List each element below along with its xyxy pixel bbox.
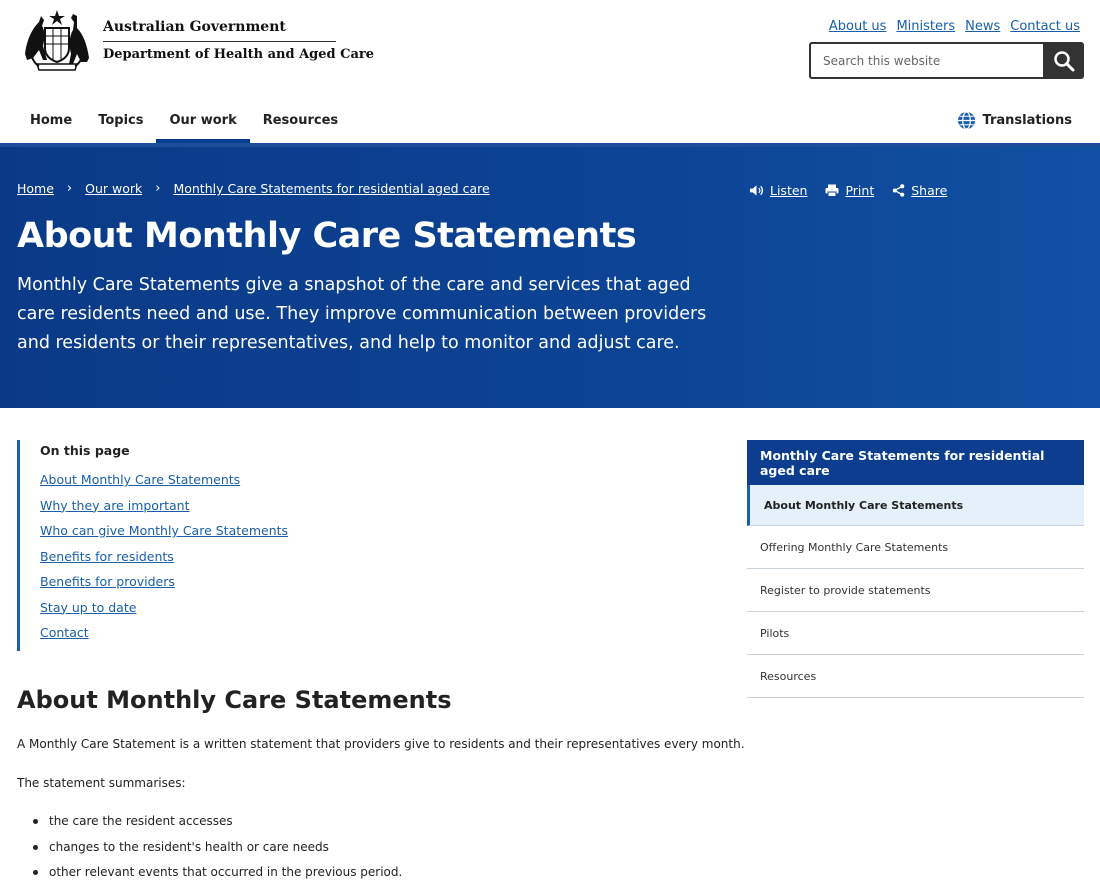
list-item [40,574,437,600]
sidenav-heading[interactable]: Monthly Care Statements for residential aged care [747,440,1084,485]
on-this-page-title: On this page [40,443,130,458]
list-item [40,625,437,651]
utility-links [829,19,1080,34]
list-item [33,814,402,840]
page-intro: Monthly Care Statements give a snapshot of the care and services that aged care residents need and use. They improve communication between providers and residents or their representatives, and help to monitor and adjust care. [17,275,707,353]
otp-link-contact[interactable]: Contact [40,625,89,640]
print-button[interactable] [825,183,874,198]
news-link[interactable]: News [965,19,1001,34]
printer-icon [825,184,839,197]
list-item [33,865,402,891]
page-actions [749,183,947,198]
page-hero [0,143,1100,408]
nav-topics[interactable]: Topics [98,113,144,128]
listen-button[interactable] [749,183,807,198]
sidenav-item-pilots[interactable]: Pilots [747,612,1084,655]
list-item [40,523,437,549]
about-us-link[interactable]: About us [828,19,887,34]
body-paragraph: The statement summarises: [17,776,186,790]
sidenav-item-resources[interactable]: Resources [747,655,1084,698]
breadcrumb-home[interactable]: Home [17,181,54,196]
list-item [40,472,437,498]
on-this-page [17,440,437,651]
search-icon [1053,50,1075,72]
share-icon [892,184,905,197]
otp-link-why[interactable]: Why they are important [40,497,190,513]
breadcrumb-our-work[interactable]: Our work [85,181,143,196]
bullet-icon [33,870,38,875]
nav-our-work[interactable]: Our work [156,98,249,143]
globe-icon [957,111,976,130]
share-label: Share [911,183,948,198]
contact-us-link[interactable]: Contact us [1010,19,1080,34]
otp-link-who[interactable]: Who can give Monthly Care Statements [40,523,289,538]
coat-of-arms-icon [17,8,97,72]
search-input[interactable]: Search this website [809,42,1043,79]
bullet-icon [33,819,38,824]
list-item-text: other relevant events that occurred in the previous period. [49,865,403,879]
list-item [40,600,437,626]
translations-label: Translations [982,113,1072,128]
otp-link-residents[interactable]: Benefits for residents [40,548,174,564]
list-item-text: changes to the resident's health or care needs [49,839,329,854]
list-item [33,840,402,866]
section-sidenav [747,440,1084,698]
gov-name: Australian Government [103,19,336,42]
nav-resources[interactable]: Resources [262,113,339,128]
otp-link-providers[interactable]: Benefits for providers [40,574,175,589]
list-item [40,549,437,575]
section-heading: About Monthly Care Statements [17,686,452,714]
sidenav-item-register[interactable]: Register to provide statements [747,569,1084,612]
breadcrumb-current[interactable]: Monthly Care Statements for residential aged care [173,181,490,196]
listen-label: Listen [770,183,808,198]
bullet-icon [33,845,38,850]
print-label: Print [845,183,875,198]
main-nav [17,98,351,143]
sidenav-item-about[interactable]: About Monthly Care Statements [747,485,1084,526]
site-search [809,42,1084,79]
share-button[interactable] [892,183,947,198]
otp-link-about[interactable]: About Monthly Care Statements [40,472,241,487]
gov-logo[interactable] [17,8,374,72]
otp-link-stay-up[interactable]: Stay up to date [40,599,137,615]
breadcrumb [17,181,490,196]
chevron-right-icon: › [66,181,73,196]
dept-name: Department of Health and Aged Care [103,46,375,62]
search-button[interactable] [1043,42,1084,79]
speaker-icon [749,184,764,197]
nav-home[interactable]: Home [30,113,73,128]
sidenav-item-offering[interactable]: Offering Monthly Care Statements [747,526,1084,569]
translations-button[interactable] [957,111,1072,130]
on-this-page-list [40,472,437,651]
ministers-link[interactable]: Ministers [896,19,956,34]
chevron-right-icon: › [155,181,161,196]
page-title: About Monthly Care Statements [17,216,637,256]
list-item-text: the care the resident accesses [49,814,233,828]
body-paragraph: A Monthly Care Statement is a written statement that providers give to residents and their representatives every month. [17,737,745,751]
hero-accent-bar [0,143,1100,147]
site-header [0,0,1100,143]
list-item [40,498,437,524]
summary-list [33,814,402,891]
